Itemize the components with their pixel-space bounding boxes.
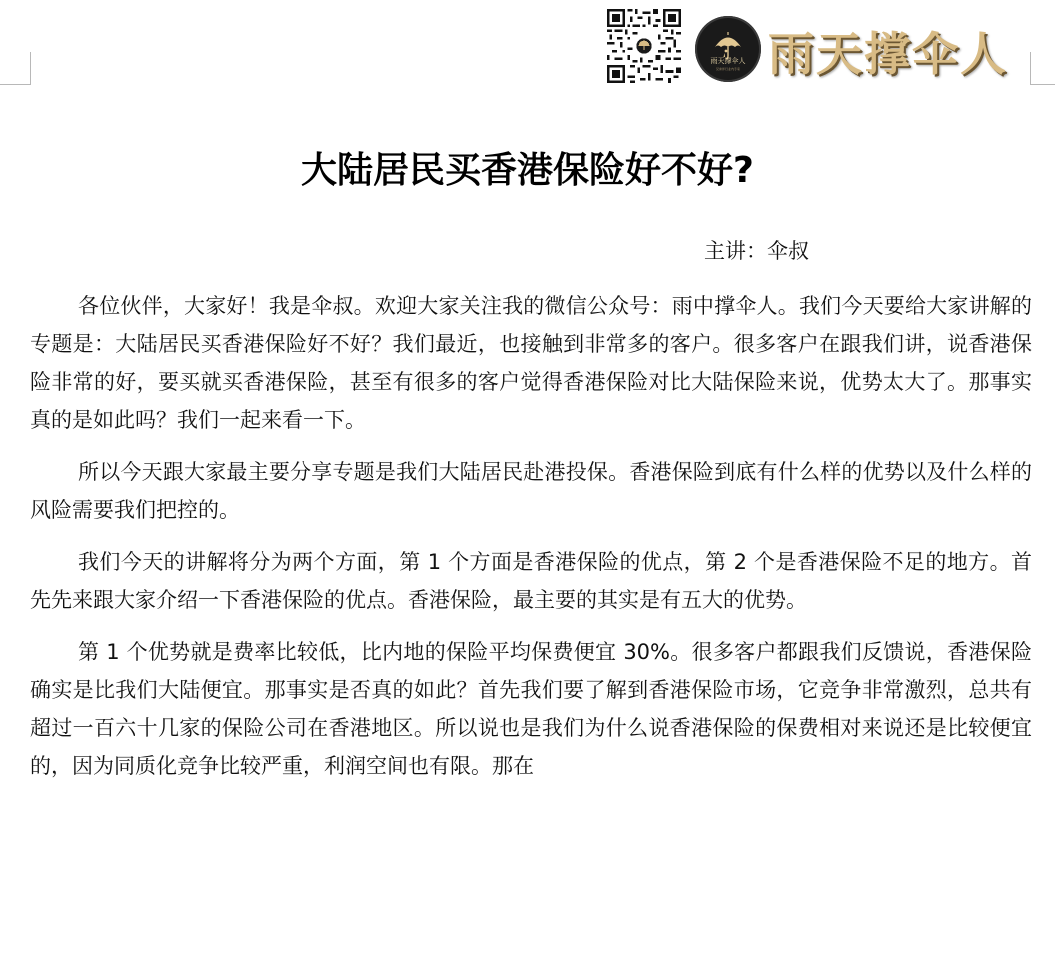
document-body: [30, 287, 1032, 799]
crop-mark-top-left: [0, 52, 31, 85]
paragraph: 所以今天跟大家最主要分享专题是我们大陆居民赴港投保。香港保险到底有什么样的优势以及什么样的风险需要我们把控的。: [30, 460, 1032, 522]
logo-small-brand-name: 雨天撑伞人: [710, 57, 746, 65]
author-line: 主讲：伞叔: [704, 239, 809, 263]
logo-small-subtitle: 兄弟伴行业内专家: [715, 67, 740, 71]
document-title: 大陆居民买香港保险好不好?: [301, 150, 754, 191]
paragraph: 各位伙伴，大家好！我是伞叔。欢迎大家关注我的微信公众号：雨中撑伞人。我们今天要给大家讲解的专题是：大陆居民买香港保险好不好？我们最近，也接触到非常多的客户。很多客户在跟我们讲，说香港保险非常的好，要买就买香港保险，甚至有很多的客户觉得香港保险对比大陆保险来说，优势太大了。那事实真的是如此吗？我们一起来看一下。: [30, 294, 1032, 432]
brand-logo: [695, 16, 761, 82]
paragraph: 第 1 个优势就是费率比较低，比内地的保险平均保费便宜 30%。很多客户都跟我们反馈说，香港保险确实是比我们大陆便宜。那事实是否真的如此？首先我们要了解到香港保险市场，它竞争非常激烈，总共有超过一百六十几家的保险公司在香港地区。所以说也是我们为什么说香港保险的保费相对来说还是比较便宜的，因为同质化竞争比较严重，利润空间也有限。那在: [30, 640, 1032, 778]
brand-name: 雨天撑伞人: [768, 27, 1008, 81]
qr-code-icon: [607, 9, 681, 83]
umbrella-icon: [695, 16, 761, 82]
crop-mark-top-right: [1030, 52, 1055, 85]
paragraph: 我们今天的讲解将分为两个方面，第 1 个方面是香港保险的优点，第 2 个是香港保险不足的地方。首先先来跟大家介绍一下香港保险的优点。香港保险，最主要的其实是有五大的优势。: [30, 550, 1032, 612]
